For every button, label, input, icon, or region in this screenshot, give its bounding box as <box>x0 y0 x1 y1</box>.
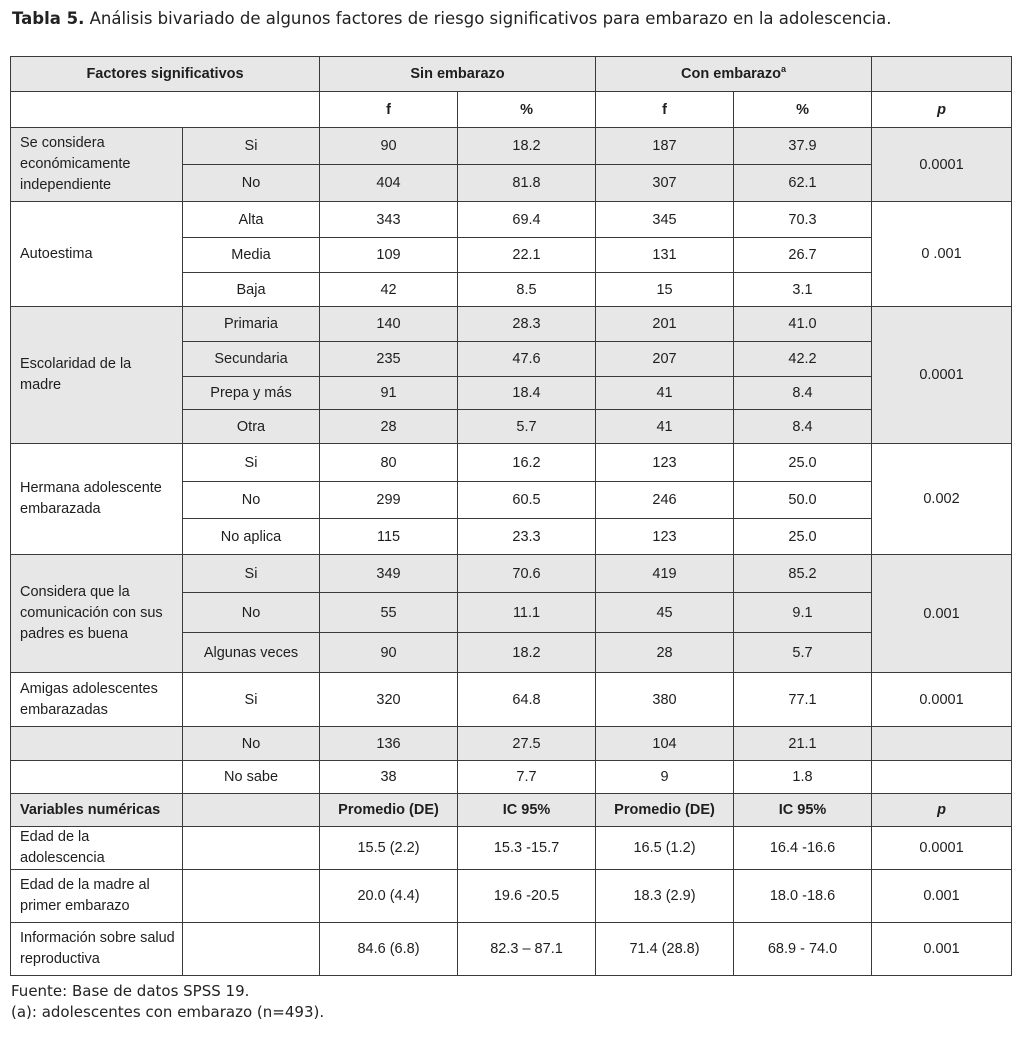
cell-sin-pct: 27.5 <box>458 727 596 761</box>
p-value: 0.001 <box>872 555 1012 673</box>
empty-cell <box>183 827 320 870</box>
cell-sin-pct: 11.1 <box>458 593 596 633</box>
cell-sin-pct: 60.5 <box>458 482 596 519</box>
cell-prom-sin: 15.5 (2.2) <box>320 827 458 870</box>
p-value: 0.002 <box>872 444 1012 555</box>
cell-sin-pct: 16.2 <box>458 444 596 482</box>
cell-ic-con: 18.0 -18.6 <box>734 870 872 923</box>
p-value: 0.001 <box>872 870 1012 923</box>
cell-sin-f: 38 <box>320 761 458 794</box>
cell-con-f: 123 <box>596 444 734 482</box>
cell-con-f: 131 <box>596 238 734 273</box>
category-cell: Baja <box>183 273 320 307</box>
cell-sin-f: 320 <box>320 673 458 727</box>
p-value: 0.0001 <box>872 673 1012 727</box>
cell-sin-f: 115 <box>320 519 458 555</box>
table-title <box>12 9 892 28</box>
cell-prom-sin: 84.6 (6.8) <box>320 923 458 976</box>
risk-factors-table <box>10 56 1012 976</box>
cell-sin-pct: 18.2 <box>458 128 596 165</box>
p-value: 0.001 <box>872 923 1012 976</box>
cell-con-pct: 85.2 <box>734 555 872 593</box>
cell-sin-f: 299 <box>320 482 458 519</box>
category-cell: Si <box>183 673 320 727</box>
numeric-header-ic-sin: IC 95% <box>458 794 596 827</box>
empty-cell <box>11 761 183 794</box>
cell-sin-f: 404 <box>320 165 458 202</box>
cell-con-f: 187 <box>596 128 734 165</box>
factor-label: Hermana adolescente embarazada <box>11 444 183 555</box>
cell-con-pct: 1.8 <box>734 761 872 794</box>
category-cell: No <box>183 165 320 202</box>
cell-sin-pct: 18.2 <box>458 633 596 673</box>
p-value: 0.0001 <box>872 128 1012 202</box>
cell-con-f: 45 <box>596 593 734 633</box>
cell-con-f: 345 <box>596 202 734 238</box>
cell-sin-f: 349 <box>320 555 458 593</box>
cell-sin-pct: 69.4 <box>458 202 596 238</box>
cell-con-f: 15 <box>596 273 734 307</box>
category-cell: Si <box>183 555 320 593</box>
cell-con-f: 419 <box>596 555 734 593</box>
cell-con-pct: 70.3 <box>734 202 872 238</box>
cell-con-f: 246 <box>596 482 734 519</box>
cell-con-f: 9 <box>596 761 734 794</box>
cell-con-pct: 3.1 <box>734 273 872 307</box>
cell-con-pct: 8.4 <box>734 377 872 410</box>
cell-con-pct: 5.7 <box>734 633 872 673</box>
cell-sin-pct: 28.3 <box>458 307 596 342</box>
cell-prom-sin: 20.0 (4.4) <box>320 870 458 923</box>
cell-con-pct: 77.1 <box>734 673 872 727</box>
cell-con-f: 123 <box>596 519 734 555</box>
factor-label: Se considera económicamente independiente <box>11 128 183 202</box>
footnote-source: Fuente: Base de datos SPSS 19. <box>11 982 250 1000</box>
cell-con-pct: 21.1 <box>734 727 872 761</box>
subheader-f-sin: f <box>320 92 458 128</box>
subheader-empty <box>11 92 320 128</box>
cell-con-pct: 9.1 <box>734 593 872 633</box>
cell-sin-pct: 22.1 <box>458 238 596 273</box>
numeric-header-prom-con: Promedio (DE) <box>596 794 734 827</box>
cell-con-pct: 8.4 <box>734 410 872 444</box>
cell-con-pct: 50.0 <box>734 482 872 519</box>
cell-sin-pct: 18.4 <box>458 377 596 410</box>
numeric-header-label: Variables numéricas <box>11 794 183 827</box>
cell-sin-f: 80 <box>320 444 458 482</box>
table-caption: Análisis bivariado de algunos factores de riesgo significativos para embarazo en la adolescencia. <box>89 9 892 28</box>
cell-sin-f: 55 <box>320 593 458 633</box>
header-factores: Factores significativos <box>11 57 320 92</box>
table-footnotes <box>11 981 324 1023</box>
category-cell: No <box>183 482 320 519</box>
subheader-pct-sin: % <box>458 92 596 128</box>
header-con-label: Con embarazo <box>681 66 781 82</box>
category-cell: Prepa y más <box>183 377 320 410</box>
cell-con-f: 41 <box>596 410 734 444</box>
cell-sin-pct: 47.6 <box>458 342 596 377</box>
subheader-f-con: f <box>596 92 734 128</box>
footnote-a: (a): adolescentes con embarazo (n=493). <box>11 1003 325 1021</box>
category-cell: Primaria <box>183 307 320 342</box>
category-cell: No sabe <box>183 761 320 794</box>
p-value: 0 .001 <box>872 202 1012 307</box>
header-sin-embarazo: Sin embarazo <box>320 57 596 92</box>
empty-cell <box>872 761 1012 794</box>
header-con-sup: a <box>780 64 786 75</box>
cell-ic-sin: 19.6 -20.5 <box>458 870 596 923</box>
cell-con-pct: 25.0 <box>734 444 872 482</box>
subheader-p: p <box>872 92 1012 128</box>
empty-cell <box>872 727 1012 761</box>
subheader-pct-con: % <box>734 92 872 128</box>
cell-prom-con: 71.4 (28.8) <box>596 923 734 976</box>
cell-prom-con: 16.5 (1.2) <box>596 827 734 870</box>
category-cell: Algunas veces <box>183 633 320 673</box>
cell-sin-pct: 7.7 <box>458 761 596 794</box>
factor-label: Escolaridad de la madre <box>11 307 183 444</box>
numeric-header-p: p <box>872 794 1012 827</box>
cell-ic-con: 16.4 -16.6 <box>734 827 872 870</box>
p-value: 0.0001 <box>872 827 1012 870</box>
cell-sin-f: 136 <box>320 727 458 761</box>
empty-cell <box>11 727 183 761</box>
empty-cell <box>183 923 320 976</box>
cell-sin-f: 90 <box>320 128 458 165</box>
cell-sin-f: 235 <box>320 342 458 377</box>
factor-label: Amigas adolescentes embarazadas <box>11 673 183 727</box>
category-cell: No <box>183 593 320 633</box>
numeric-header-prom-sin: Promedio (DE) <box>320 794 458 827</box>
cell-con-f: 28 <box>596 633 734 673</box>
cell-con-f: 41 <box>596 377 734 410</box>
category-cell: Otra <box>183 410 320 444</box>
cell-con-f: 201 <box>596 307 734 342</box>
numeric-variable-label: Edad de la adolescencia <box>11 827 183 870</box>
cell-con-f: 307 <box>596 165 734 202</box>
table-label: Tabla 5. <box>12 9 85 28</box>
category-cell: No aplica <box>183 519 320 555</box>
cell-con-pct: 37.9 <box>734 128 872 165</box>
cell-sin-pct: 70.6 <box>458 555 596 593</box>
category-cell: No <box>183 727 320 761</box>
cell-ic-sin: 15.3 -15.7 <box>458 827 596 870</box>
category-cell: Si <box>183 444 320 482</box>
category-cell: Secundaria <box>183 342 320 377</box>
cell-con-f: 207 <box>596 342 734 377</box>
cell-con-pct: 62.1 <box>734 165 872 202</box>
cell-ic-sin: 82.3 – 87.1 <box>458 923 596 976</box>
category-cell: Si <box>183 128 320 165</box>
numeric-variable-label: Edad de la madre al primer embarazo <box>11 870 183 923</box>
cell-sin-f: 343 <box>320 202 458 238</box>
category-cell: Alta <box>183 202 320 238</box>
category-cell: Media <box>183 238 320 273</box>
header-con-embarazo <box>596 57 872 92</box>
cell-con-pct: 41.0 <box>734 307 872 342</box>
factor-label: Considera que la comunicación con sus padres es buena <box>11 555 183 673</box>
cell-con-pct: 25.0 <box>734 519 872 555</box>
cell-ic-con: 68.9 - 74.0 <box>734 923 872 976</box>
cell-sin-pct: 8.5 <box>458 273 596 307</box>
cell-con-f: 104 <box>596 727 734 761</box>
cell-sin-pct: 23.3 <box>458 519 596 555</box>
cell-con-pct: 42.2 <box>734 342 872 377</box>
cell-sin-pct: 81.8 <box>458 165 596 202</box>
factor-label: Autoestima <box>11 202 183 307</box>
cell-sin-f: 109 <box>320 238 458 273</box>
cell-con-pct: 26.7 <box>734 238 872 273</box>
numeric-header-ic-con: IC 95% <box>734 794 872 827</box>
cell-sin-pct: 5.7 <box>458 410 596 444</box>
empty-cell <box>183 794 320 827</box>
cell-sin-f: 28 <box>320 410 458 444</box>
cell-sin-pct: 64.8 <box>458 673 596 727</box>
p-value: 0.0001 <box>872 307 1012 444</box>
cell-con-f: 380 <box>596 673 734 727</box>
cell-prom-con: 18.3 (2.9) <box>596 870 734 923</box>
cell-sin-f: 91 <box>320 377 458 410</box>
header-empty <box>872 57 1012 92</box>
cell-sin-f: 140 <box>320 307 458 342</box>
empty-cell <box>183 870 320 923</box>
cell-sin-f: 90 <box>320 633 458 673</box>
cell-sin-f: 42 <box>320 273 458 307</box>
numeric-variable-label: Información sobre salud reproductiva <box>11 923 183 976</box>
